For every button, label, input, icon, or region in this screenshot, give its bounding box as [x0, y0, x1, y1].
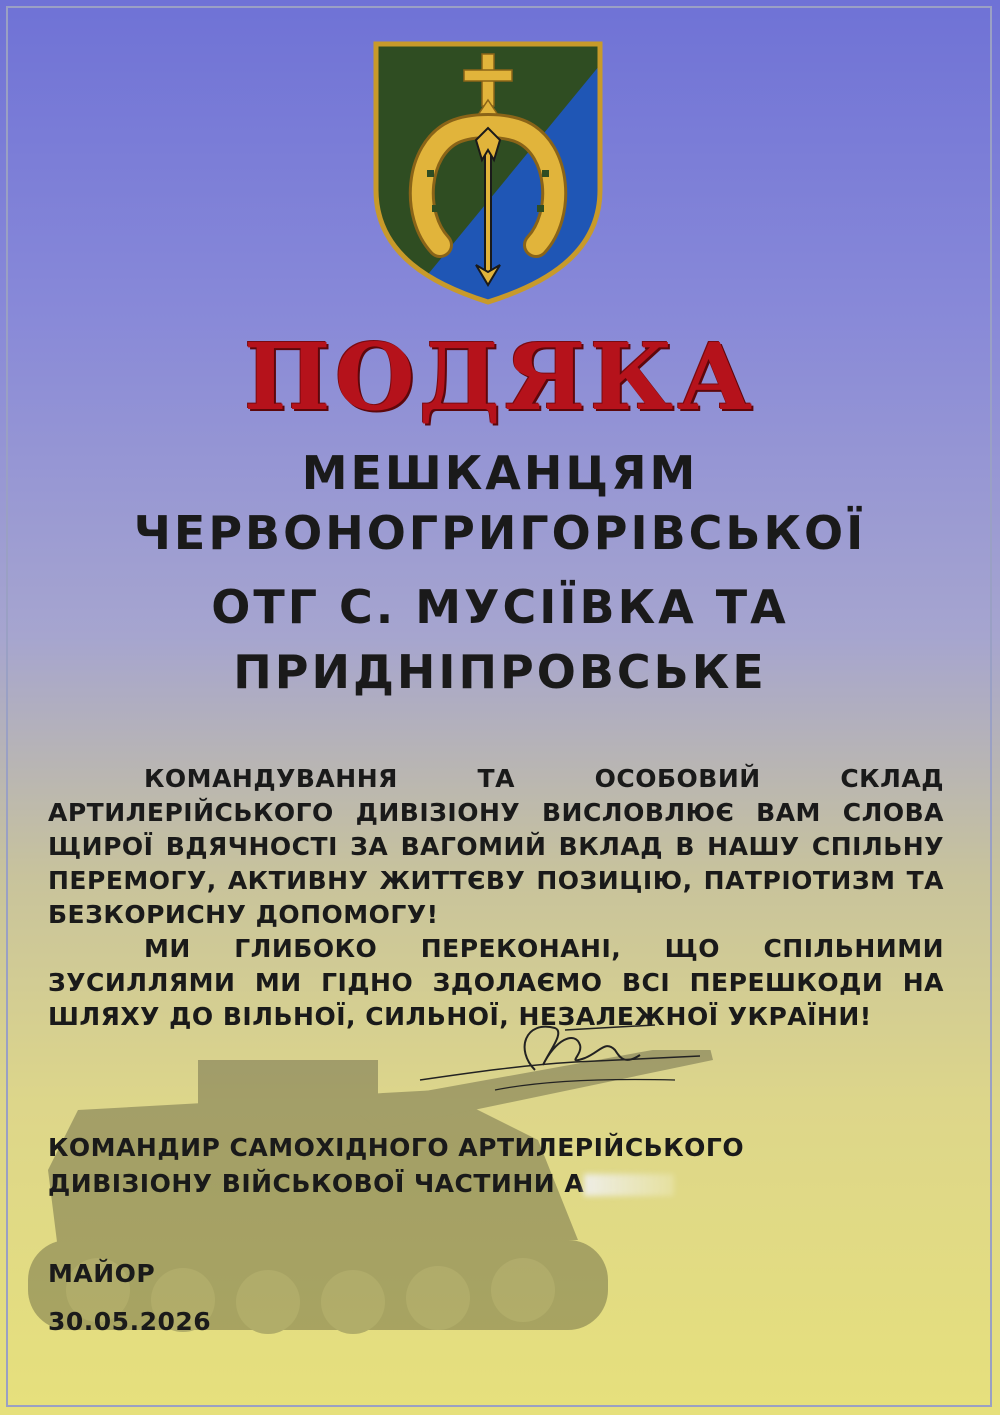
signatory-line-2: ДИВІЗІОНУ ВІЙСЬКОВОЇ ЧАСТИНИ А [48, 1169, 585, 1198]
handwritten-signature [415, 1010, 705, 1100]
document-title: ПОДЯКА [243, 323, 757, 431]
recipient-line-1: МЕШКАНЦЯМ [301, 446, 699, 500]
signatory-line-1: КОМАНДИР САМОХІДНОГО АРТИЛЕРІЙСЬКОГО [48, 1133, 745, 1162]
shield-emblem-icon [372, 40, 604, 306]
date: 30.05.2026 [48, 1307, 212, 1336]
recipient-line-3: ОТГ С. МУСІЇВКА ТА [211, 580, 789, 634]
rank: МАЙОР [48, 1259, 156, 1288]
recipient-line-4: ПРИДНІПРОВСЬКЕ [233, 645, 767, 699]
recipient-line-2: ЧЕРВОНОГРИГОРІВСЬКОЇ [133, 506, 867, 560]
conviction-paragraph: МИ ГЛИБОКО ПЕРЕКОНАНІ, ЩО СПІЛЬНИМИ ЗУСИЛЛЯМИ МИ ГІДНО ЗДОЛАЄМО ВСІ ПЕРЕШКОДИ НА ШЛЯХУ ДО ВІЛЬНОЇ, СИЛЬНОЇ, НЕЗАЛЕЖНОЇ УКРАЇНИ! [48, 934, 944, 1031]
redacted-unit-number [584, 1174, 674, 1196]
gratitude-paragraph: КОМАНДУВАННЯ ТА ОСОБОВИЙ СКЛАД АРТИЛЕРІЙСЬКОГО ДИВІЗІОНУ ВИСЛОВЛЮЄ ВАМ СЛОВА ЩИРОЇ ВДЯЧНОСТІ ЗА ВАГОМИЙ ВКЛАД В НАШУ СПІЛЬНУ ПЕРЕМОГУ, АКТИВНУ ЖИТТЄВУ ПОЗИЦІЮ, ПАТРІОТИЗМ ТА БЕЗКОРИСНУ ДОПОМОГУ! [48, 764, 944, 929]
signatory-line-2-wrap [48, 1166, 674, 1202]
